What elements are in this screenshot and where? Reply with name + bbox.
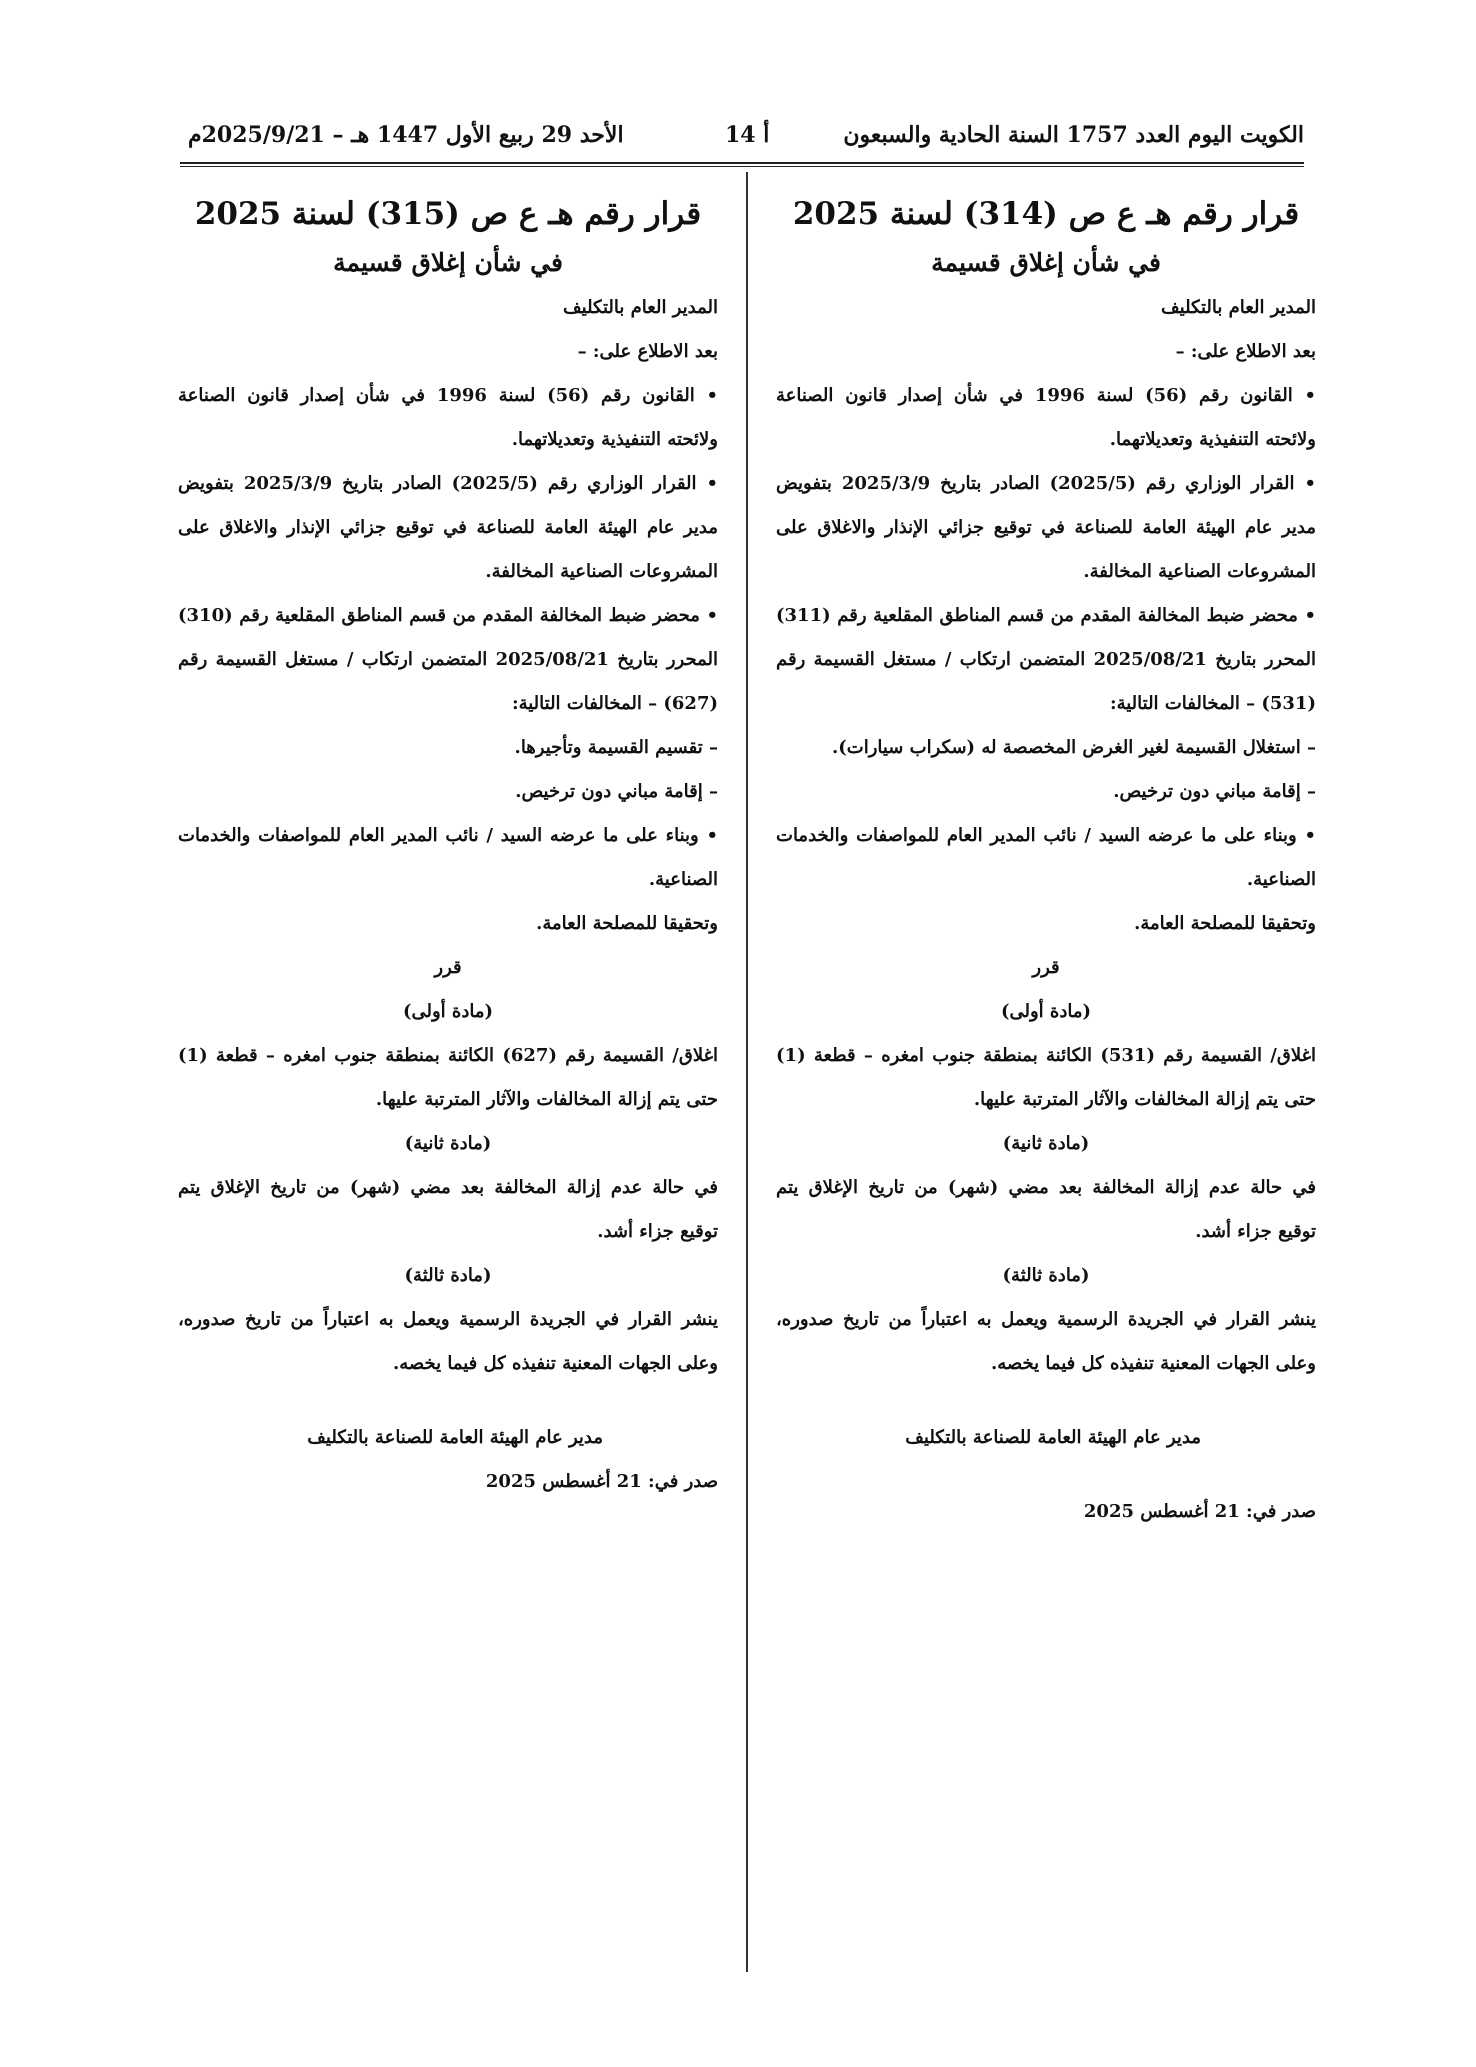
decree-315	[178, 180, 718, 1504]
article-2-title: (مادة ثانية)	[404, 1133, 492, 1154]
decree-title: قرار رقم هـ ع ص (314) لسنة 2025	[792, 196, 1300, 232]
article-3-text: ينشر القرار في الجريدة الرسمية ويعمل به اعتباراً من تاريخ صدوره، وعلى الجهات المعنية تنفيذه كل فيما يخصه.	[178, 1309, 718, 1374]
page-number: أ 14	[725, 122, 770, 148]
reference-report: • محضر ضبط المخالفة المقدم من قسم المناطق المقلعية رقم (311) المحرر بتاريخ 2025/08/21 المتضمن ارتكاب / مستغل القسيمة رقم (531) – المخالفات التالية:	[776, 605, 1316, 714]
article-3-title: (مادة ثالثة)	[404, 1265, 492, 1286]
reference-ministerial: • القرار الوزاري رقم (2025/5) الصادر بتاريخ 2025/3/9 بتفويض مدير عام الهيئة العامة للصناعة في توقيع جزائي الإنذار والاغلاق على المشروعات الصناعية المخالفة.	[776, 473, 1316, 582]
violation-item: – تقسيم القسيمة وتأجيرها.	[514, 737, 718, 758]
article-1-title: (مادة أولى)	[1000, 1001, 1092, 1022]
after-review: بعد الاطلاع على: –	[1175, 341, 1316, 362]
article-1-text: اغلاق/ القسيمة رقم (627) الكائنة بمنطقة جنوب امغره – قطعة (1) حتى يتم إزالة المخالفات والآثار المترتبة عليها.	[178, 1045, 718, 1110]
article-1-title: (مادة أولى)	[402, 1001, 494, 1022]
issue-date: صدر في: 21 أغسطس 2025	[485, 1471, 718, 1492]
page-header	[180, 118, 1304, 158]
publication-date: الأحد 29 ربيع الأول 1447 هـ – 2025/9/21م	[188, 122, 624, 148]
public-interest: وتحقيقا للمصلحة العامة.	[536, 913, 718, 934]
public-interest: وتحقيقا للمصلحة العامة.	[1134, 913, 1316, 934]
decree-subtitle: في شأن إغلاق قسيمة	[333, 248, 563, 277]
reference-ministerial: • القرار الوزاري رقم (2025/5) الصادر بتاريخ 2025/3/9 بتفويض مدير عام الهيئة العامة للصناعة في توقيع جزائي الإنذار والاغلاق على المشروعات الصناعية المخالفة.	[178, 473, 718, 582]
signature: مدير عام الهيئة العامة للصناعة بالتكليف	[905, 1427, 1201, 1448]
issuer: المدير العام بالتكليف	[563, 297, 718, 318]
reference-report: • محضر ضبط المخالفة المقدم من قسم المناطق المقلعية رقم (310) المحرر بتاريخ 2025/08/21 المتضمن ارتكاب / مستغل القسيمة رقم (627) – المخالفات التالية:	[178, 605, 718, 714]
article-2-title: (مادة ثانية)	[1002, 1133, 1090, 1154]
decided-heading: قرر	[1032, 957, 1060, 978]
decided-heading: قرر	[434, 957, 462, 978]
reference-law: • القانون رقم (56) لسنة 1996 في شأن إصدار قانون الصناعة ولائحته التنفيذية وتعديلاتهما.	[776, 385, 1316, 450]
violation-item: – إقامة مباني دون ترخيص.	[515, 781, 718, 802]
article-3-text: ينشر القرار في الجريدة الرسمية ويعمل به اعتباراً من تاريخ صدوره، وعلى الجهات المعنية تنفيذه كل فيما يخصه.	[776, 1309, 1316, 1374]
article-2-text: في حالة عدم إزالة المخالفة بعد مضي (شهر) من تاريخ الإغلاق يتم توقيع جزاء أشد.	[178, 1177, 718, 1242]
decree-title: قرار رقم هـ ع ص (315) لسنة 2025	[194, 196, 702, 232]
signature: مدير عام الهيئة العامة للصناعة بالتكليف	[307, 1427, 603, 1448]
violation-item: – استغلال القسيمة لغير الغرض المخصصة له (سكراب سيارات).	[831, 737, 1316, 758]
issue-date: صدر في: 21 أغسطس 2025	[1083, 1501, 1316, 1522]
decree-subtitle: في شأن إغلاق قسيمة	[931, 248, 1161, 277]
article-1-text: اغلاق/ القسيمة رقم (531) الكائنة بمنطقة جنوب امغره – قطعة (1) حتى يتم إزالة المخالفات والآثار المترتبة عليها.	[776, 1045, 1316, 1110]
article-3-title: (مادة ثالثة)	[1002, 1265, 1090, 1286]
reference-law: • القانون رقم (56) لسنة 1996 في شأن إصدار قانون الصناعة ولائحته التنفيذية وتعديلاتهما.	[178, 385, 718, 450]
issuer: المدير العام بالتكليف	[1161, 297, 1316, 318]
column-separator	[746, 172, 748, 1972]
based-on: • وبناء على ما عرضه السيد / نائب المدير العام للمواصفات والخدمات الصناعية.	[776, 825, 1316, 890]
article-2-text: في حالة عدم إزالة المخالفة بعد مضي (شهر) من تاريخ الإغلاق يتم توقيع جزاء أشد.	[776, 1177, 1316, 1242]
decree-314	[776, 180, 1316, 1534]
gazette-issue-info: الكويت اليوم العدد 1757 السنة الحادية والسبعون	[843, 122, 1304, 148]
violation-item: – إقامة مباني دون ترخيص.	[1113, 781, 1316, 802]
header-rule-thin	[180, 166, 1304, 167]
header-rule-thick	[180, 162, 1304, 164]
after-review: بعد الاطلاع على: –	[577, 341, 718, 362]
based-on: • وبناء على ما عرضه السيد / نائب المدير العام للمواصفات والخدمات الصناعية.	[178, 825, 718, 890]
